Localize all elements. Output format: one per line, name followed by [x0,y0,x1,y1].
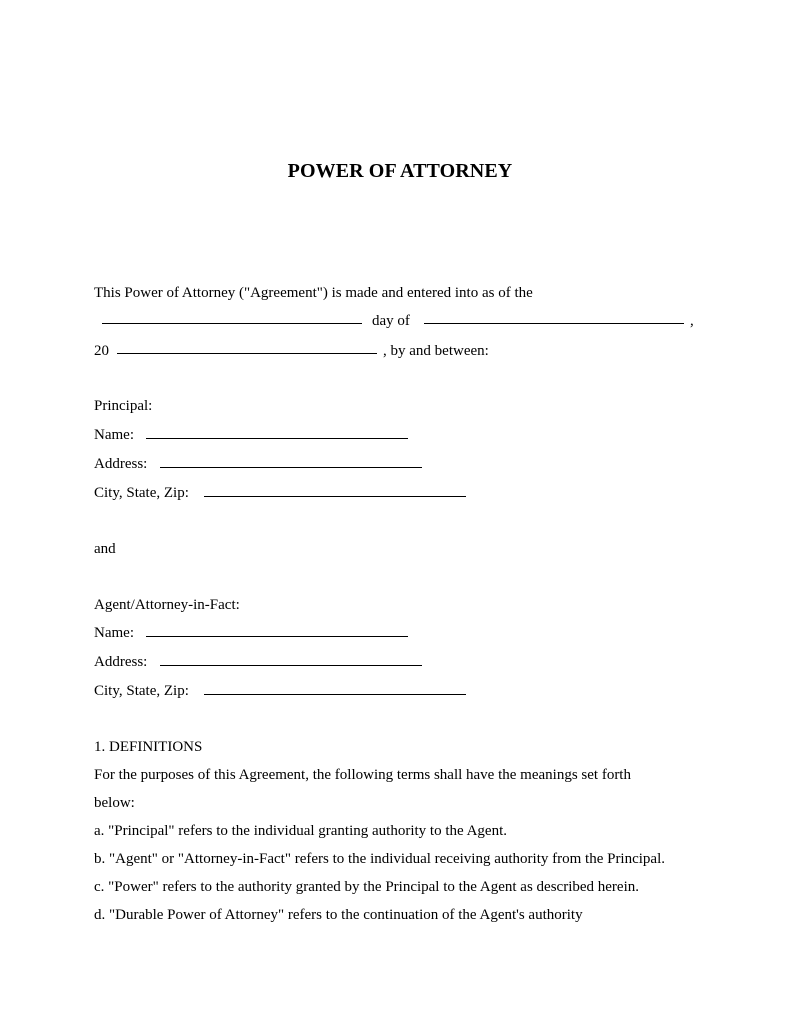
definition-d: d. "Durable Power of Attorney" refers to the continuation of the Agent's authority [94,907,583,923]
definition-a: a. "Principal" refers to the individual granting authority to the Agent. [94,823,507,839]
definitions-intro-line-1: For the purposes of this Agreement, the following terms shall have the meanings set forth [94,767,631,783]
principal-address-field[interactable] [160,467,422,468]
document-title: POWER OF ATTORNEY [287,160,513,182]
year-prefix: 20 [94,343,109,359]
definitions-heading: 1. DEFINITIONS [94,739,203,755]
and-text: and [94,541,116,557]
month-blank[interactable] [424,323,684,324]
agent-address-label: Address: [94,654,148,670]
intro-line-1: This Power of Attorney ("Agreement") is made and entered into as of the [94,285,533,301]
principal-name-field[interactable] [146,438,408,439]
agent-city-field[interactable] [204,694,466,695]
by-and-between-text: , by and between: [383,343,489,359]
agent-name-field[interactable] [146,636,408,637]
day-of-label: day of [372,313,410,329]
day-blank[interactable] [102,323,362,324]
year-blank[interactable] [117,353,377,354]
agent-city-label: City, State, Zip: [94,683,189,699]
definitions-intro-line-2: below: [94,795,135,811]
agent-heading: Agent/Attorney-in-Fact: [94,597,240,613]
principal-address-label: Address: [94,456,148,472]
principal-city-field[interactable] [204,496,466,497]
agent-address-field[interactable] [160,665,422,666]
comma-text: , [690,313,694,329]
agent-name-label: Name: [94,625,134,641]
definition-b: b. "Agent" or "Attorney-in-Fact" refers to the individual receiving authority from the Principal. [94,851,666,867]
principal-name-label: Name: [94,427,134,443]
principal-heading: Principal: [94,398,153,414]
principal-city-label: City, State, Zip: [94,485,189,501]
definition-c: c. "Power" refers to the authority granted by the Principal to the Agent as described herein. [94,879,639,895]
